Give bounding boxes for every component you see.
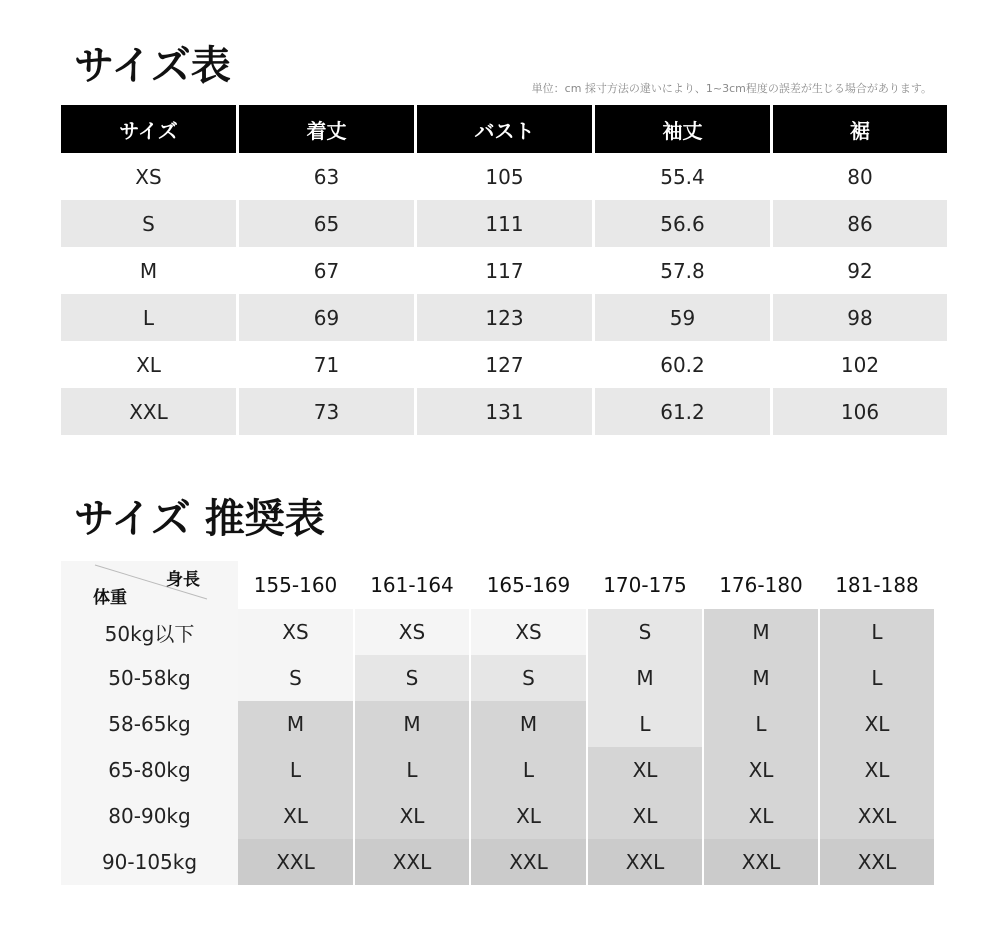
table-row <box>61 247 947 294</box>
column-header-bust: バスト <box>417 105 592 153</box>
recommended-size-cell: XXL <box>354 839 470 885</box>
table-row <box>61 153 947 200</box>
recommended-size-cell: XL <box>470 793 587 839</box>
table-row <box>61 655 935 701</box>
recommended-size-cell: M <box>238 701 354 747</box>
weight-label: 50kg以下 <box>61 609 238 655</box>
hem-cell: 106 <box>773 388 947 435</box>
weight-label: 65-80kg <box>61 747 238 793</box>
size-cell: S <box>61 200 236 247</box>
table-row <box>61 200 947 247</box>
column-header-length: 着丈 <box>239 105 414 153</box>
table-row <box>61 341 947 388</box>
recommended-size-cell: L <box>470 747 587 793</box>
height-header-row <box>61 561 935 609</box>
diagonal-divider <box>61 561 238 609</box>
height-header: 181-188 <box>819 561 935 609</box>
recommended-size-cell: XL <box>587 747 703 793</box>
length-cell: 63 <box>313 164 340 189</box>
recommended-size-cell: S <box>354 655 470 701</box>
recommended-size-cell: M <box>354 701 470 747</box>
bust-cell: 123 <box>417 294 592 341</box>
column-header-size: サイズ <box>61 105 236 153</box>
bust-cell: 127 <box>485 352 524 377</box>
recommended-size-cell: XL <box>703 747 819 793</box>
recommended-size-cell: L <box>354 747 470 793</box>
recommended-size-cell: XL <box>238 793 354 839</box>
recommended-size-cell: S <box>587 609 703 655</box>
recommended-size-cell: M <box>703 655 819 701</box>
table-row <box>61 609 935 655</box>
recommended-size-cell: XL <box>354 793 470 839</box>
hem-cell: 102 <box>840 352 880 377</box>
corner-label-weight: 体重 <box>93 588 127 608</box>
column-header-hem: 裾 <box>773 105 947 153</box>
sleeve-cell: 55.4 <box>660 164 705 189</box>
length-cell: 69 <box>239 294 414 341</box>
recommended-size-cell: L <box>819 609 935 655</box>
recommended-size-cell: XL <box>819 701 935 747</box>
weight-label: 80-90kg <box>61 793 238 839</box>
length-cell: 67 <box>313 258 340 283</box>
recommended-size-cell: XS <box>238 609 354 655</box>
recommended-size-cell: XL <box>703 793 819 839</box>
weight-label: 58-65kg <box>61 701 238 747</box>
size-chart-title: サイズ表 <box>74 43 231 89</box>
table-row <box>61 839 935 885</box>
height-header: 155-160 <box>238 561 354 609</box>
size-cell: XL <box>136 352 161 377</box>
recommended-size-cell: XXL <box>819 839 935 885</box>
hem-cell: 92 <box>847 258 873 283</box>
table-row <box>61 388 947 435</box>
weight-label: 90-105kg <box>61 839 238 885</box>
size-cell: L <box>61 294 236 341</box>
bust-cell: 131 <box>417 388 592 435</box>
recommended-size-cell: M <box>587 655 703 701</box>
measurement-note: 単位：cm 採寸方法の違いにより、1~3cm程度の誤差が生じる場合があります。 <box>531 82 932 95</box>
corner-header-cell <box>61 561 238 609</box>
column-header-sleeve: 袖丈 <box>595 105 770 153</box>
hem-cell: 98 <box>773 294 947 341</box>
recommended-size-cell: L <box>819 655 935 701</box>
sleeve-cell: 57.8 <box>660 258 705 283</box>
height-header: 161-164 <box>354 561 470 609</box>
recommended-size-cell: M <box>703 609 819 655</box>
hem-cell: 80 <box>847 164 873 189</box>
bust-cell: 105 <box>485 164 524 189</box>
table-row <box>61 701 935 747</box>
weight-label: 50-58kg <box>61 655 238 701</box>
height-header: 176-180 <box>703 561 819 609</box>
recommended-size-cell: XS <box>470 609 587 655</box>
recommended-size-cell: XXL <box>470 839 587 885</box>
recommended-size-cell: S <box>470 655 587 701</box>
recommended-size-cell: XL <box>819 747 935 793</box>
size-chart-header-row <box>61 105 947 153</box>
recommended-size-cell: XS <box>354 609 470 655</box>
recommended-size-cell: L <box>587 701 703 747</box>
recommended-size-cell: L <box>238 747 354 793</box>
sleeve-cell: 59 <box>595 294 770 341</box>
recommended-size-cell: XXL <box>819 793 935 839</box>
recommendation-chart-title: サイズ 推奨表 <box>74 496 325 542</box>
size-chart-table <box>58 105 950 435</box>
table-row <box>61 747 935 793</box>
size-cell: XXL <box>61 388 236 435</box>
recommended-size-cell: XL <box>587 793 703 839</box>
sleeve-cell: 61.2 <box>595 388 770 435</box>
recommended-size-cell: XXL <box>587 839 703 885</box>
length-cell: 65 <box>239 200 414 247</box>
corner-label-height: 身長 <box>166 570 200 590</box>
length-cell: 73 <box>239 388 414 435</box>
recommended-size-cell: XXL <box>238 839 354 885</box>
height-header: 170-175 <box>587 561 703 609</box>
sleeve-cell: 56.6 <box>595 200 770 247</box>
height-header: 165-169 <box>470 561 587 609</box>
recommended-size-cell: M <box>470 701 587 747</box>
recommended-size-cell: S <box>238 655 354 701</box>
recommendation-table <box>61 561 936 885</box>
hem-cell: 86 <box>773 200 947 247</box>
table-row <box>61 793 935 839</box>
bust-cell: 111 <box>417 200 592 247</box>
table-row <box>61 294 947 341</box>
sleeve-cell: 60.2 <box>660 352 705 377</box>
size-cell: XS <box>135 164 162 189</box>
recommended-size-cell: XXL <box>703 839 819 885</box>
recommended-size-cell: L <box>703 701 819 747</box>
bust-cell: 117 <box>485 258 524 283</box>
length-cell: 71 <box>313 352 340 377</box>
size-cell: M <box>139 258 158 283</box>
